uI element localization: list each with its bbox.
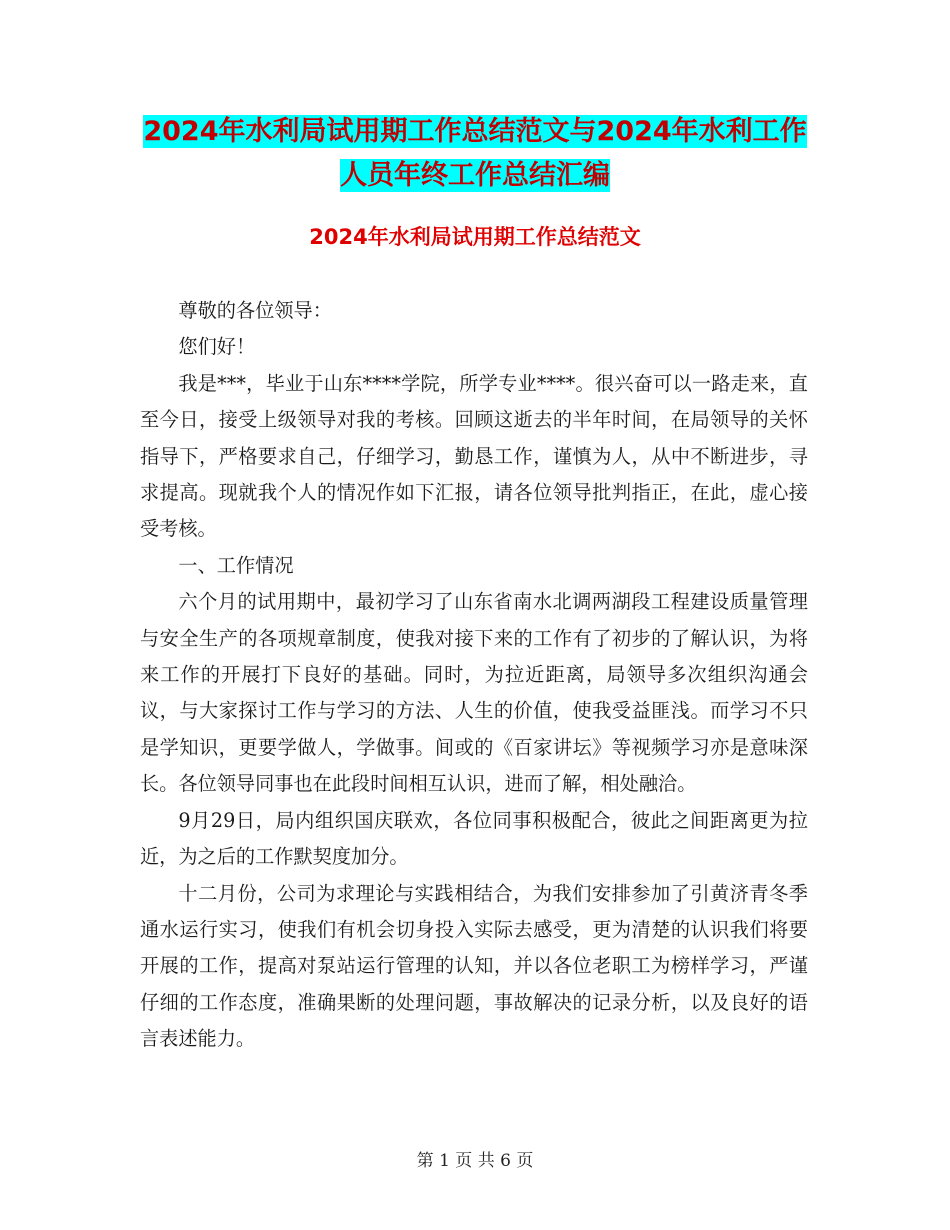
document-title <box>140 110 810 198</box>
paragraph-greeting: 您们好！ <box>178 335 256 359</box>
paragraph-work-details: 六个月的试用期中，最初学习了山东省南水北调两湖段工程建设质量管理与安全生产的各项规章制度，使我对接下来的工作有了初步的了解认识，为将来工作的开展打下良好的基础。同时，为拉近距离，局领导多次组织沟通会议，与大家探讨工作与学习的方法、人生的价值，使我受益匪浅。而学习不只是学知识，更要学做人，学做事。间或的《百家讲坛》等视频学习亦是意味深长。各位领导同事也在此段时间相互认识，进而了解，相处融洽。 <box>140 590 808 796</box>
document-body <box>140 293 808 1058</box>
paragraph-salutation: 尊敬的各位领导： <box>178 299 332 322</box>
paragraph-december-internship: 十二月份，公司为求理论与实践相结合，为我们安排参加了引黄济青冬季通水运行实习，使我们有机会切身投入实际去感受，更为清楚的认识我们将要开展的工作，提高对泵站运行管理的认知，并以各位老职工为榜样学习，严谨仔细的工作态度，准确果断的处理问题，事故解决的记录分析，以及良好的语言表述能力。 <box>140 881 808 1051</box>
paragraph-national-day: 9月29日，局内组织国庆联欢，各位同事积极配合，彼此之间距离更为拉近，为之后的工作默契度加分。 <box>140 808 808 869</box>
section-title: 2024年水利局试用期工作总结范文 <box>309 225 641 249</box>
document-title-line-2: 人员年终工作总结汇编 <box>340 160 610 191</box>
page-number-footer: 第 1 页 共 6 页 <box>416 1151 534 1171</box>
paragraph-introduction: 我是***，毕业于山东****学院，所学专业****。很兴奋可以一路走来，直至今日，接受上级领导对我的考核。回顾这逝去的半年时间，在局领导的关怀指导下，严格要求自己，仔细学习，勤恳工作，谨慎为人，从中不断进步，寻求提高。现就我个人的情况作如下汇报，请各位领导批判指正，在此，虚心接受考核。 <box>140 371 808 541</box>
paragraph-heading-work: 一、工作情况 <box>178 553 294 577</box>
document-title-line-1: 2024年水利局试用期工作总结范文与2024年水利工作 <box>143 116 807 147</box>
